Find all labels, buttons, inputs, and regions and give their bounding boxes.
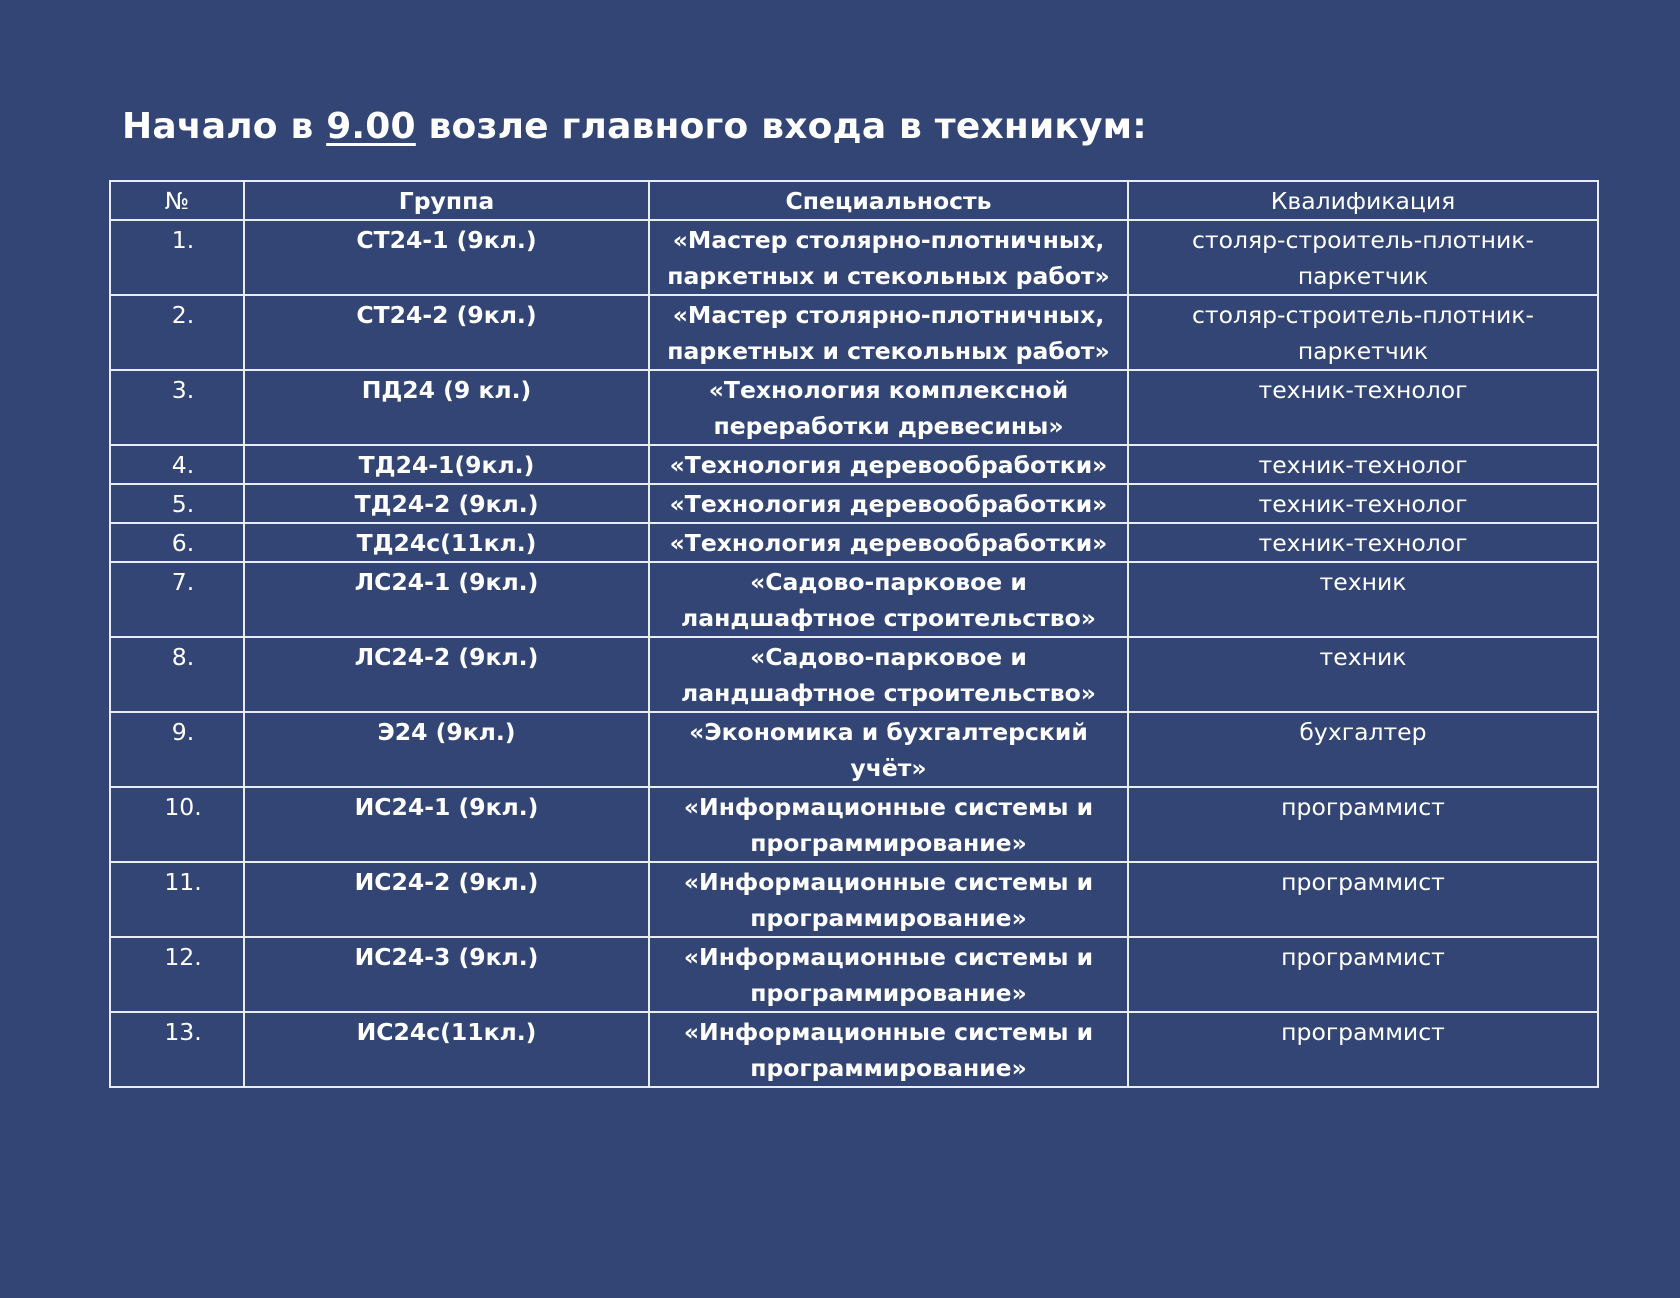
table-row xyxy=(110,637,1598,712)
row-qualification: техник-технолог xyxy=(1128,523,1598,562)
row-num-text: 5. xyxy=(171,490,195,518)
row-specialty: «Экономика и бухгалтерский учёт» xyxy=(649,712,1128,787)
row-qualification: бухгалтер xyxy=(1128,712,1598,787)
table-row xyxy=(110,445,1598,484)
row-specialty: «Технология деревообработки» xyxy=(649,523,1128,562)
row-num xyxy=(110,295,244,370)
table-row xyxy=(110,484,1598,523)
row-group: ИС24с(11кл.) xyxy=(244,1012,649,1087)
row-num xyxy=(110,862,244,937)
row-num-text: 9. xyxy=(171,718,195,746)
row-qualification: техник-технолог xyxy=(1128,445,1598,484)
row-num-text: 10. xyxy=(164,793,202,821)
row-group: Э24 (9кл.) xyxy=(244,712,649,787)
header-specialty: Специальность xyxy=(649,181,1128,220)
table-row xyxy=(110,1012,1598,1087)
row-num xyxy=(110,370,244,445)
row-group: ПД24 (9 кл.) xyxy=(244,370,649,445)
header-group: Группа xyxy=(244,181,649,220)
row-specialty: «Информационные системы и программирование» xyxy=(649,937,1128,1012)
row-specialty: «Технология деревообработки» xyxy=(649,445,1128,484)
row-num-text: 13. xyxy=(164,1018,202,1046)
table-row xyxy=(110,787,1598,862)
row-qualification: программист xyxy=(1128,862,1598,937)
table-header-row xyxy=(110,181,1598,220)
row-num xyxy=(110,484,244,523)
row-num-text: 1. xyxy=(171,226,195,254)
row-group: ТД24с(11кл.) xyxy=(244,523,649,562)
row-group: ЛС24-2 (9кл.) xyxy=(244,637,649,712)
row-group: ТД24-2 (9кл.) xyxy=(244,484,649,523)
table-row xyxy=(110,295,1598,370)
heading-start-time: 9.00 xyxy=(326,106,416,147)
row-num-text: 12. xyxy=(164,943,202,971)
row-specialty: «Информационные системы и программирование» xyxy=(649,787,1128,862)
row-specialty: «Информационные системы и программирование» xyxy=(649,1012,1128,1087)
row-num xyxy=(110,562,244,637)
row-group: ТД24-1(9кл.) xyxy=(244,445,649,484)
table-row xyxy=(110,220,1598,295)
table-row xyxy=(110,562,1598,637)
row-num xyxy=(110,445,244,484)
row-specialty: «Садово-парковое и ландшафтное строительство» xyxy=(649,562,1128,637)
row-num xyxy=(110,937,244,1012)
row-group: ЛС24-1 (9кл.) xyxy=(244,562,649,637)
row-num-text: 3. xyxy=(171,376,195,404)
row-qualification: техник xyxy=(1128,637,1598,712)
row-num xyxy=(110,1012,244,1087)
row-num-text: 4. xyxy=(171,451,195,479)
row-specialty: «Технология деревообработки» xyxy=(649,484,1128,523)
row-num-text: 7. xyxy=(171,568,195,596)
groups-table xyxy=(109,180,1599,1088)
row-num-text: 6. xyxy=(171,529,195,557)
row-group: СТ24-1 (9кл.) xyxy=(244,220,649,295)
row-specialty: «Мастер столярно-плотничных, паркетных и стекольных работ» xyxy=(649,295,1128,370)
row-num xyxy=(110,523,244,562)
row-group: ИС24-3 (9кл.) xyxy=(244,937,649,1012)
table-row xyxy=(110,370,1598,445)
row-num xyxy=(110,220,244,295)
row-qualification: столяр-строитель-плотник-паркетчик xyxy=(1128,220,1598,295)
row-qualification: техник-технолог xyxy=(1128,370,1598,445)
row-group: ИС24-1 (9кл.) xyxy=(244,787,649,862)
page-heading xyxy=(122,106,1147,147)
row-num xyxy=(110,637,244,712)
row-qualification: техник xyxy=(1128,562,1598,637)
header-qualification: Квалификация xyxy=(1128,181,1598,220)
heading-suffix: возле главного входа в техникум: xyxy=(415,106,1147,147)
row-specialty: «Садово-парковое и ландшафтное строительство» xyxy=(649,637,1128,712)
row-num-text: 2. xyxy=(171,301,195,329)
row-specialty: «Информационные системы и программирование» xyxy=(649,862,1128,937)
row-qualification: столяр-строитель-плотник-паркетчик xyxy=(1128,295,1598,370)
row-qualification: техник-технолог xyxy=(1128,484,1598,523)
row-num xyxy=(110,712,244,787)
header-num: № xyxy=(110,181,244,220)
row-group: ИС24-2 (9кл.) xyxy=(244,862,649,937)
row-qualification: программист xyxy=(1128,787,1598,862)
table-row xyxy=(110,862,1598,937)
row-specialty: «Мастер столярно-плотничных, паркетных и стекольных работ» xyxy=(649,220,1128,295)
table-row xyxy=(110,937,1598,1012)
row-num-text: 11. xyxy=(164,868,202,896)
table-row xyxy=(110,523,1598,562)
row-num-text: 8. xyxy=(171,643,195,671)
row-num xyxy=(110,787,244,862)
row-group: СТ24-2 (9кл.) xyxy=(244,295,649,370)
row-qualification: программист xyxy=(1128,937,1598,1012)
heading-prefix: Начало в xyxy=(122,106,327,147)
row-qualification: программист xyxy=(1128,1012,1598,1087)
row-specialty: «Технология комплексной переработки древесины» xyxy=(649,370,1128,445)
table-row xyxy=(110,712,1598,787)
